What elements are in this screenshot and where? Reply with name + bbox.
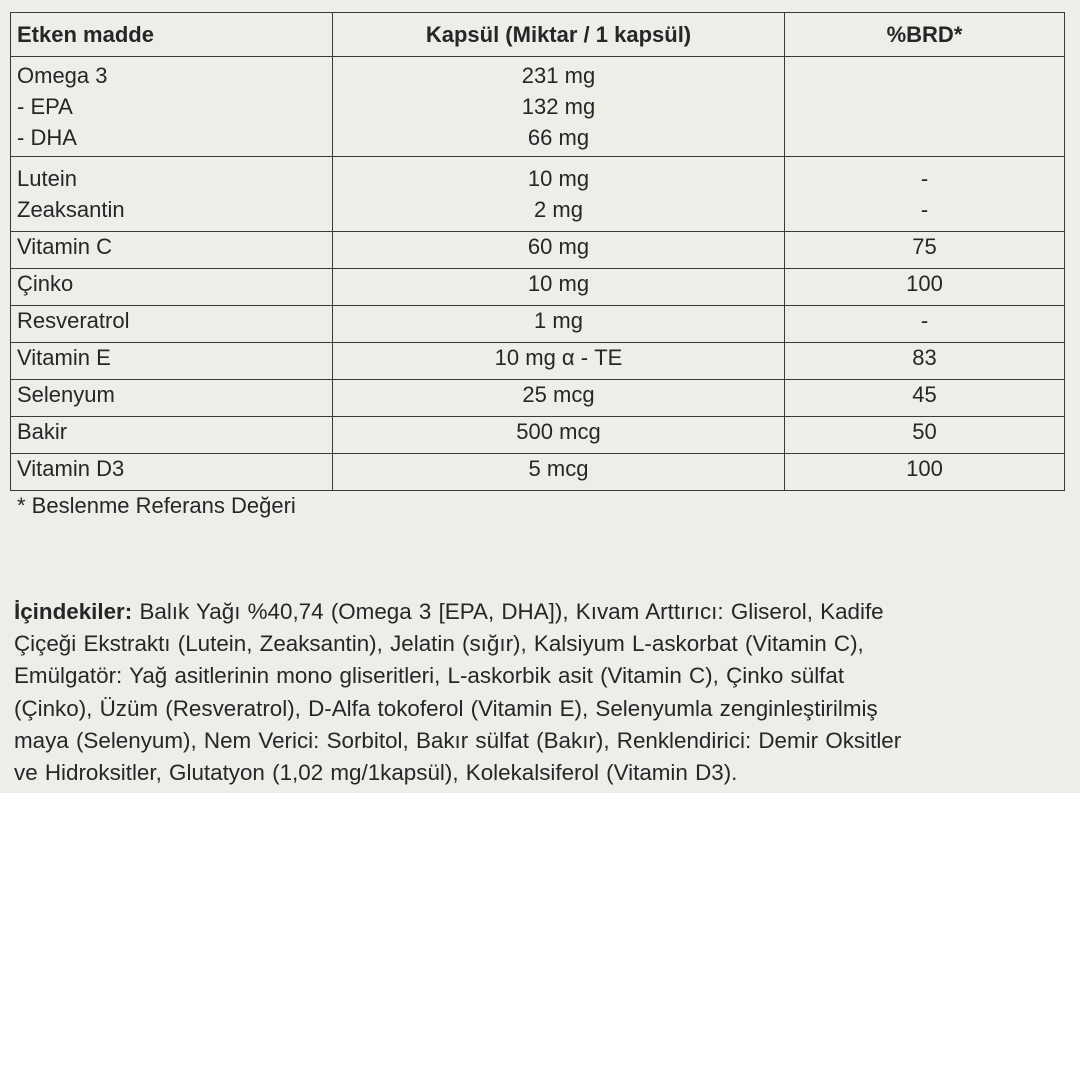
table-row <box>11 380 1065 417</box>
amount-value: 10 mg α - TE <box>333 343 785 380</box>
ingredient-name: Bakir <box>11 417 333 454</box>
brd-value: 45 <box>785 380 1065 417</box>
brd-cell <box>785 57 1065 157</box>
table-row <box>11 157 1065 232</box>
ingredients-paragraph <box>14 596 1080 789</box>
ingredients-line: (Çinko), Üzüm (Resveratrol), D-Alfa tokoferol (Vitamin E), Selenyumla zenginleştirilmiş <box>14 695 878 721</box>
brd-value: 50 <box>785 417 1065 454</box>
amount-value: 66 mg <box>527 125 590 150</box>
table-header-row <box>11 13 1065 57</box>
ingredient-cell <box>11 157 333 232</box>
ingredients-line: Emülgatör: Yağ asitlerinin mono gliseritleri, L-askorbik asit (Vitamin C), Çinko sülfat <box>14 663 845 689</box>
brd-value: - <box>920 197 929 222</box>
ingredient-name: Resveratrol <box>11 306 333 343</box>
brd-value: - <box>785 306 1065 343</box>
amount-value: 231 mg <box>521 63 596 88</box>
amount-value: 25 mcg <box>333 380 785 417</box>
amount-value: 2 mg <box>534 197 583 222</box>
amount-value: 60 mg <box>333 232 785 269</box>
table-row <box>11 454 1065 491</box>
brd-value: - <box>920 166 929 191</box>
ingredient-name: Omega 3 <box>17 63 108 88</box>
header-amount: Kapsül (Miktar / 1 kapsül) <box>333 13 785 57</box>
ingredient-cell <box>11 57 333 157</box>
ingredient-name: - DHA <box>17 125 77 150</box>
amount-value: 1 mg <box>333 306 785 343</box>
amount-cell <box>333 57 785 157</box>
amount-cell <box>333 157 785 232</box>
ingredient-name: Vitamin D3 <box>11 454 333 491</box>
nutrition-table <box>10 12 1065 491</box>
amount-value: 132 mg <box>521 94 596 119</box>
ingredients-text: Balık Yağı %40,74 (Omega 3 [EPA, DHA]), Kıvam Arttırıcı: Gliserol, Kadife <box>132 599 884 624</box>
table-row <box>11 269 1065 306</box>
brd-value: 75 <box>785 232 1065 269</box>
table-row <box>11 343 1065 380</box>
ingredients-line <box>14 596 1080 628</box>
ingredient-name: - EPA <box>17 94 73 119</box>
brd-footnote: * Beslenme Referans Değeri <box>17 493 296 518</box>
brd-value: 100 <box>785 269 1065 306</box>
brd-cell <box>785 157 1065 232</box>
amount-value: 10 mg <box>333 269 785 306</box>
amount-value: 5 mcg <box>333 454 785 491</box>
brd-value: 100 <box>785 454 1065 491</box>
table-row <box>11 417 1065 454</box>
amount-value: 10 mg <box>527 166 590 191</box>
table-row <box>11 232 1065 269</box>
ingredients-line: maya (Selenyum), Nem Verici: Sorbitol, Bakır sülfat (Bakır), Renklendirici: Demir Oksitler <box>14 727 902 753</box>
header-brd: %BRD* <box>785 13 1065 57</box>
ingredient-name: Selenyum <box>11 380 333 417</box>
table-row <box>11 306 1065 343</box>
header-ingredient: Etken madde <box>11 13 333 57</box>
ingredient-name: Zeaksantin <box>17 197 125 222</box>
ingredient-name: Lutein <box>17 166 77 191</box>
ingredient-name: Vitamin E <box>11 343 333 380</box>
ingredients-line: ve Hidroksitler, Glutatyon (1,02 mg/1kapsül), Kolekalsiferol (Vitamin D3). <box>14 760 738 786</box>
blank-area <box>0 793 1080 1080</box>
ingredients-line: Çiçeği Ekstraktı (Lutein, Zeaksantin), Jelatin (sığır), Kalsiyum L-askorbat (Vitamin C), <box>14 631 864 657</box>
ingredients-label: İçindekiler: <box>14 599 133 624</box>
table-row <box>11 57 1065 157</box>
ingredient-name: Vitamin C <box>11 232 333 269</box>
amount-value: 500 mcg <box>333 417 785 454</box>
brd-value: 83 <box>785 343 1065 380</box>
ingredient-name: Çinko <box>11 269 333 306</box>
